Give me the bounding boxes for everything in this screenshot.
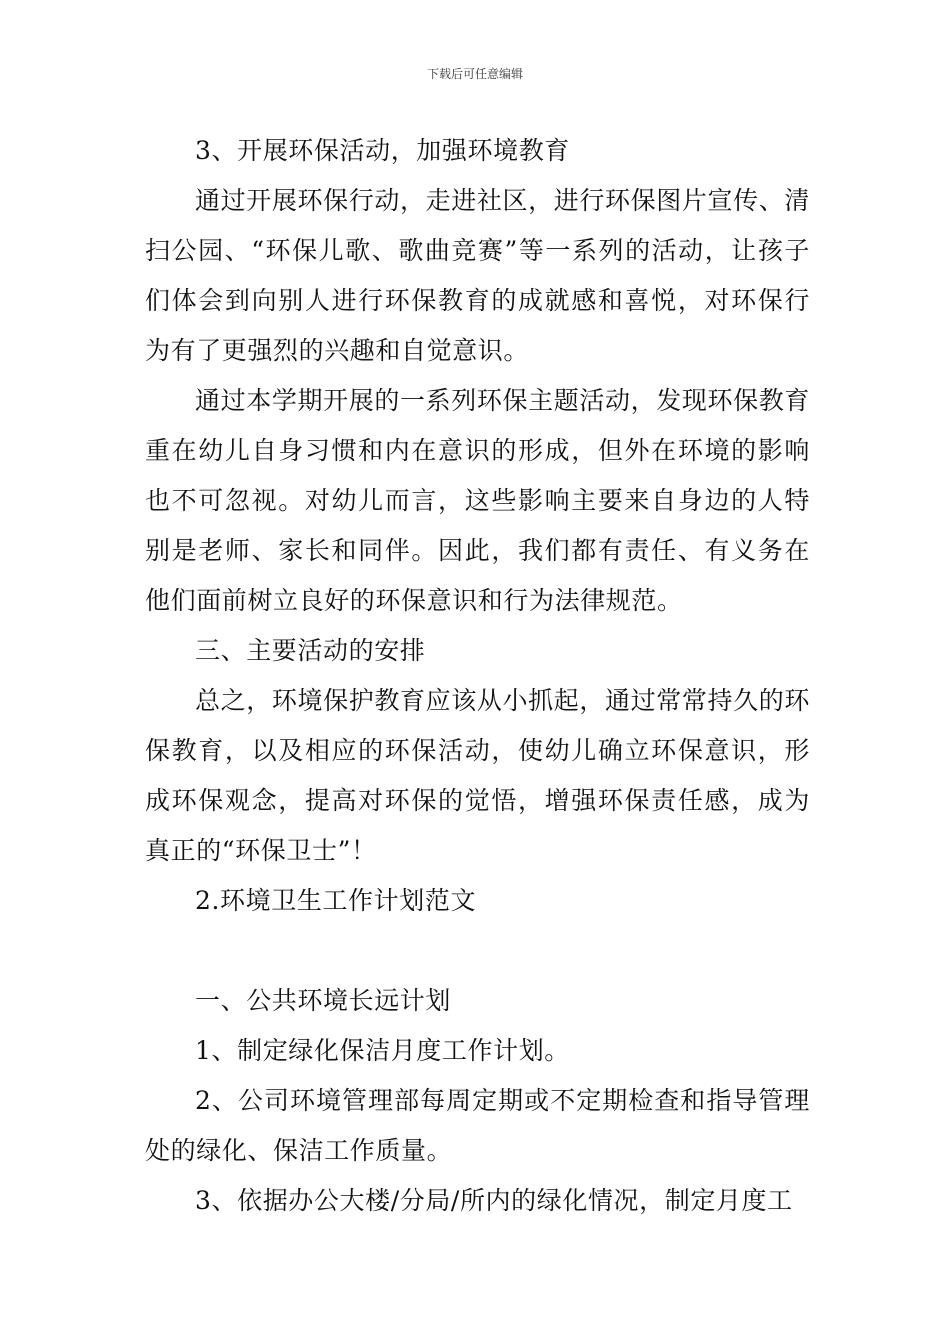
document-body [145, 126, 810, 1226]
blank-spacer [145, 926, 810, 976]
paragraph-conclusion: 总之，环境保护教育应该从小抓起，通过常常持久的环保教育，以及相应的环保活动，使幼儿确立环保意识，形成环保观念，提高对环保的觉悟，增强环保责任感，成为真正的“环保卫士”！ [145, 686, 810, 865]
page-header-note: 下载后可任意编辑 [426, 67, 523, 81]
document-title-hygiene-plan: 2.环境卫生工作计划范文 [195, 886, 477, 915]
list-item-3: 3、依据办公大楼/分局/所内的绿化情况，制定月度工 [195, 1186, 793, 1215]
list-item-1: 1、制定绿化保洁月度工作计划。 [195, 1036, 570, 1065]
section-heading-activities: 3、开展环保活动，加强环境教育 [195, 136, 570, 165]
list-item-2: 2、公司环境管理部每周定期或不定期检查和指导管理处的绿化、保洁工作质量。 [145, 1086, 810, 1165]
paragraph-activities-description: 通过开展环保行动，走进社区，进行环保图片宣传、清扫公园、“环保儿歌、歌曲竞赛”等一系列的活动，让孩子们体会到向别人进行环保教育的成就感和喜悦，对环保行为有了更强烈的兴趣和自觉意识。 [145, 186, 810, 365]
section-heading-long-term-plan: 一、公共环境长远计划 [195, 986, 452, 1015]
section-heading-main-arrangements: 三、主要活动的安排 [195, 636, 426, 665]
paragraph-semester-summary: 通过本学期开展的一系列环保主题活动，发现环保教育重在幼儿自身习惯和内在意识的形成，但外在环境的影响也不可忽视。对幼儿而言，这些影响主要来自身边的人特别是老师、家长和同伴。因此，我们都有责任、有义务在他们面前树立良好的环保意识和行为法律规范。 [145, 386, 810, 615]
